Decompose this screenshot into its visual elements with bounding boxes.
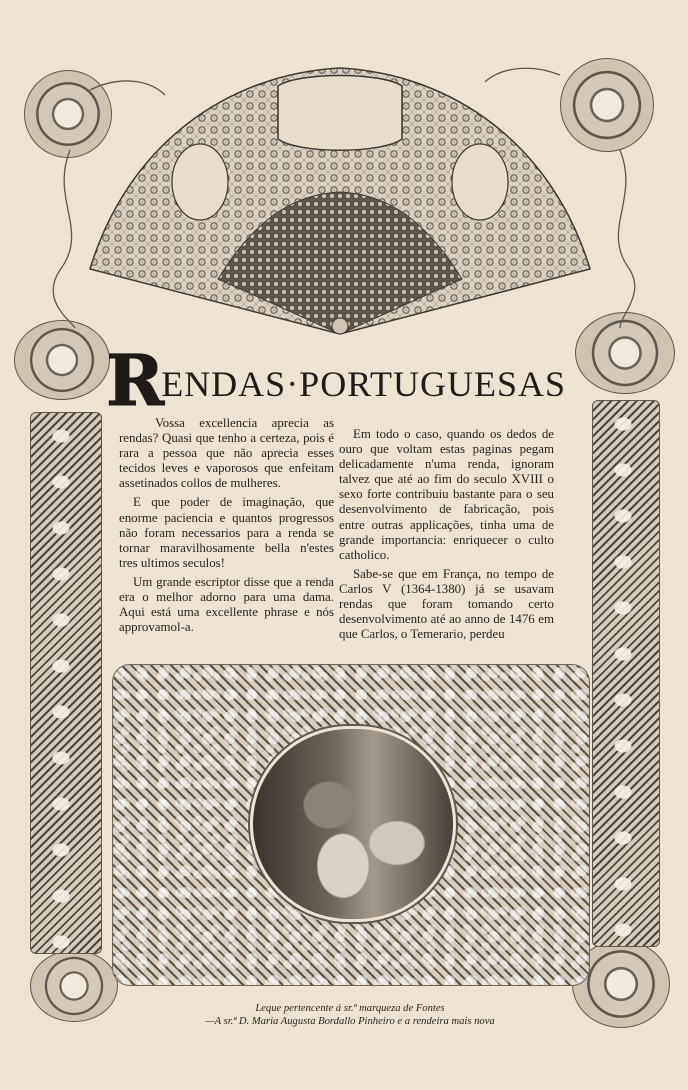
text-column-right: [339, 427, 554, 646]
paragraph: Sabe-se que em França, no tempo de Carlos V (1364-1380) já se usavam rendas que foram tomando certo desenvolvimento até ao anno de 1476 em que Carlos, o Temerario, perdeu: [339, 566, 554, 642]
photo-women-making-lace: [250, 726, 456, 922]
lace-photo-frame: [112, 664, 588, 984]
lace-border-left: [30, 412, 102, 954]
lace-fan-illustration: [88, 64, 592, 346]
title-rest: ENDAS·PORTUGUESAS: [161, 364, 567, 404]
caption-line-2: —A sr.ª D. Maria Augusta Bordallo Pinheiro e a rendeira mais nova: [205, 1016, 495, 1027]
lace-border-right: [592, 400, 660, 947]
paragraph: Em todo o caso, quando os dedos de ouro que voltam estas paginas pegam delicadamente n'uma renda, ignoram talvez que até ao fim do seculo XVIII o sexo forte contribuiu bastante para o seu desenvolvimento de fabricação, pois entre outras applicações, tinha uma de grande importancia: enriquecer o culto catholico.: [339, 427, 554, 562]
paragraph: Um grande escriptor disse que a renda era o melhor adorno para uma dama. Aqui está uma excellente phrase e nós approvamol-a.: [119, 574, 334, 635]
caption-line-1: Leque pertencente á sr.ª marqueza de Fontes: [255, 1003, 445, 1014]
title-initial: R: [106, 339, 166, 422]
text-column-left: [119, 416, 334, 639]
article-title: [106, 338, 586, 422]
paragraph: E que poder de imaginação, que enorme paciencia e quantos progressos não foram necessarios para a renda se tornar maravilhosamente bella n'estes tres ultimos seculos!: [119, 495, 334, 570]
paragraph: Vossa excellencia aprecia as rendas? Quasi que tenho a certeza, pois é rara a pessoa que não aprecia esses tecidos leves e vaporosos que enfeitam assetinados collos de mulheres.: [119, 416, 334, 491]
